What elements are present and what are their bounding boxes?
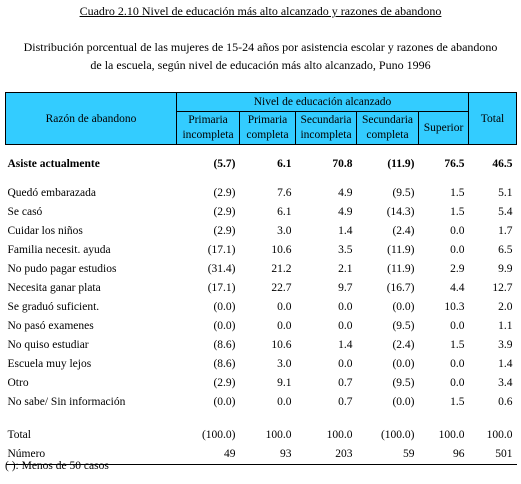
row-label: Otro (7, 377, 29, 389)
table-cell: 9.9 (498, 263, 513, 275)
table-cell: (17.1) (207, 244, 236, 256)
table-cell: 0.0 (450, 244, 465, 256)
table-cell: 9.7 (338, 282, 353, 294)
subtitle-line-1: Distribución porcentual de las mujeres de 15-24 años por asistencia escolar y razones de abandono (23, 40, 498, 54)
row-label: Número (6, 445, 177, 465)
table-cell: (2.4) (392, 225, 415, 237)
table-cell: 59 (357, 445, 419, 465)
table-row (6, 393, 517, 412)
table-cell: 12.7 (492, 282, 513, 294)
table-cell: 1.5 (450, 206, 465, 218)
table-cell: (11.9) (387, 244, 415, 256)
table-subtitle (0, 38, 521, 74)
table-cell: 0.0 (450, 377, 465, 389)
table-cell: 70.8 (332, 158, 353, 170)
table-cell: (11.9) (387, 263, 415, 275)
table-cell: 0.0 (450, 358, 465, 370)
row-label: No pasó examenes (7, 320, 94, 332)
table-cell: 1.4 (338, 225, 353, 237)
table-cell: 22.7 (271, 282, 292, 294)
table-cell: 10.6 (271, 244, 292, 256)
table-cell: (0.0) (213, 301, 236, 313)
table-cell: 7.6 (277, 187, 292, 199)
table-cell: 100.0 (438, 429, 465, 441)
table-cell: 6.1 (277, 206, 292, 218)
table-cell: 0.0 (277, 301, 292, 313)
header-reason: Razón de abandono (6, 93, 177, 145)
table-cell: (2.9) (213, 187, 236, 199)
table-row (6, 203, 517, 222)
table-cell: (14.3) (386, 206, 415, 218)
table-cell: 4.9 (338, 206, 353, 218)
table-cell: (0.0) (392, 396, 415, 408)
row-label: Se graduó suficient. (7, 301, 100, 313)
header-total: Total (469, 93, 517, 145)
table-cell: 0.0 (277, 320, 292, 332)
spacer-row (6, 174, 517, 184)
table-cell: 5.1 (498, 187, 513, 199)
table-cell: (100.0) (380, 429, 415, 441)
header-col-primaria-completa: Primaria completa (240, 112, 296, 145)
table-cell: 3.9 (498, 339, 513, 351)
table-cell: 501 (469, 445, 517, 465)
table-cell: 1.4 (338, 339, 353, 351)
row-label: Se casó (7, 206, 43, 218)
table-row (6, 184, 517, 203)
row-label: Necesita ganar plata (7, 282, 101, 294)
table-cell: 0.0 (277, 396, 292, 408)
table-cell: 2.0 (498, 301, 513, 313)
table-cell: 0.6 (498, 396, 513, 408)
row-label: Familia necesit. ayuda (7, 244, 111, 256)
table-cell: 0.0 (450, 320, 465, 332)
table-cell: 2.1 (338, 263, 353, 275)
table-cell: 1.5 (450, 187, 465, 199)
row-label: No quiso estudiar (7, 339, 89, 351)
table-cell: 21.2 (271, 263, 292, 275)
table-cell: 3.0 (277, 225, 292, 237)
table-row (6, 222, 517, 241)
table-cell: (9.5) (392, 187, 415, 199)
table-cell: (2.9) (213, 377, 236, 389)
table-cell: 0.0 (450, 225, 465, 237)
table-cell: 0.0 (338, 320, 353, 332)
row-label: Asiste actualmente (7, 158, 100, 170)
table-cell: (5.7) (213, 158, 236, 170)
table-cell: (0.0) (392, 358, 415, 370)
row-label: Cuidar los niños (7, 225, 83, 237)
table-cell: 100.0 (486, 429, 513, 441)
table-row (6, 336, 517, 355)
table-cell: (100.0) (201, 429, 236, 441)
table-cell: 96 (419, 445, 469, 465)
row-label: Escuela muy lejos (7, 358, 92, 370)
row-total (6, 426, 517, 445)
table-row (6, 298, 517, 317)
table-cell: (0.0) (392, 301, 415, 313)
table-cell: 46.5 (492, 158, 513, 170)
table-cell: 0.0 (338, 301, 353, 313)
table-cell: 1.7 (498, 225, 513, 237)
row-label: Quedó embarazada (7, 187, 96, 199)
table-cell: (8.6) (213, 358, 236, 370)
header-col-secundaria-completa: Secundaria completa (357, 112, 419, 145)
table-cell: (2.9) (213, 225, 236, 237)
table-cell: 1.1 (498, 320, 513, 332)
table-cell: (31.4) (207, 263, 236, 275)
table-cell: 100.0 (326, 429, 353, 441)
table-cell: 1.5 (450, 339, 465, 351)
table-cell: (2.9) (213, 206, 236, 218)
header-col-superior: Superior (419, 112, 469, 145)
table-row (6, 260, 517, 279)
table-cell: 4.4 (450, 282, 465, 294)
table-cell: 6.1 (277, 158, 292, 170)
table-cell: (8.6) (213, 339, 236, 351)
table-cell: 100.0 (265, 429, 292, 441)
table-cell: (16.7) (386, 282, 415, 294)
table-cell: 0.7 (338, 396, 353, 408)
table-row (6, 355, 517, 374)
table-cell: 203 (296, 445, 357, 465)
table-row (6, 241, 517, 260)
table-cell: (17.1) (207, 282, 236, 294)
spacer-row (6, 412, 517, 426)
row-label: No sabe/ Sin información (7, 396, 126, 408)
table-cell: 0.0 (338, 358, 353, 370)
table-cell: 2.9 (450, 263, 465, 275)
row-asiste-actualmente (6, 155, 517, 174)
table-cell: 5.4 (498, 206, 513, 218)
footnote: ( ): Menos de 50 casos (5, 460, 109, 472)
table-row (6, 317, 517, 336)
table-row (6, 279, 517, 298)
header-col-secundaria-incompleta: Secundaria incompleta (296, 112, 357, 145)
table-cell: 3.4 (498, 377, 513, 389)
table-cell: 1.5 (450, 396, 465, 408)
table-cell: (9.5) (392, 377, 415, 389)
table-cell: 3.5 (338, 244, 353, 256)
table-cell: 49 (177, 445, 240, 465)
table-cell: (2.4) (392, 339, 415, 351)
row-label: No pudo pagar estudios (7, 263, 117, 275)
table-cell: 3.0 (277, 358, 292, 370)
table-row (6, 374, 517, 393)
table-cell: 93 (240, 445, 296, 465)
table-cell: 9.1 (277, 377, 292, 389)
table-cell: 4.9 (338, 187, 353, 199)
spacer-row (6, 145, 517, 156)
table-cell: 76.5 (444, 158, 465, 170)
table-cell: 6.5 (498, 244, 513, 256)
education-table (5, 92, 517, 465)
table-title: Cuadro 2.10 Nivel de educación más alto alcanzado y razones de abandono (79, 4, 442, 18)
table-cell: 10.3 (444, 301, 465, 313)
table-cell: (0.0) (213, 396, 236, 408)
row-label: Total (7, 429, 31, 441)
table-cell: (9.5) (392, 320, 415, 332)
table-cell: 1.4 (498, 358, 513, 370)
table-cell: 10.6 (271, 339, 292, 351)
table-cell: (11.9) (387, 158, 415, 170)
header-education-level: Nivel de educación alcanzado (177, 93, 469, 112)
header-col-primaria-incompleta: Primaria incompleta (177, 112, 240, 145)
table-cell: (0.0) (213, 320, 236, 332)
subtitle-line-2: de la escuela, según nivel de educación más alto alcanzado, Puno 1996 (90, 58, 431, 72)
table-cell: 0.7 (338, 377, 353, 389)
